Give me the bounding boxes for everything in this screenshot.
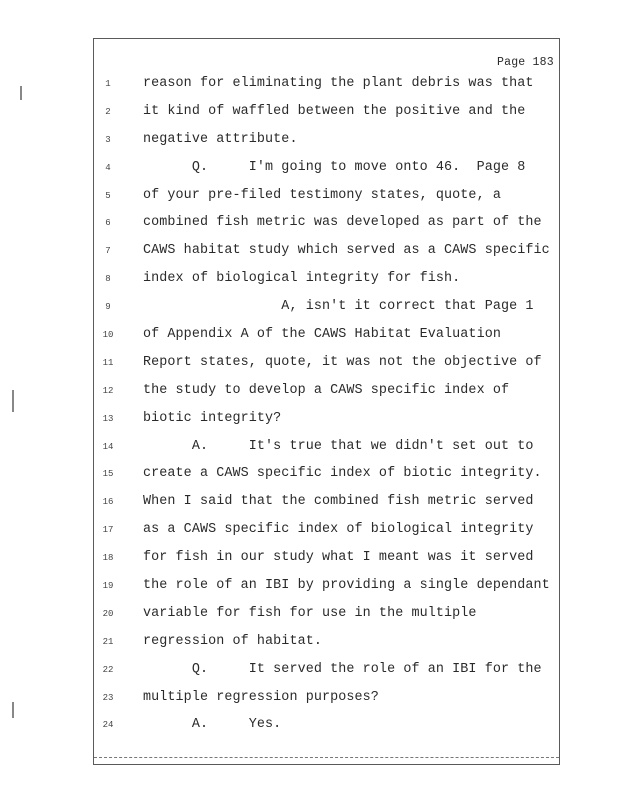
- transcript-line: [0, 660, 618, 688]
- line-number: 2: [105, 106, 111, 117]
- transcript-line: [0, 604, 618, 632]
- transcript-line: [0, 492, 618, 520]
- transcript-line: [0, 297, 618, 325]
- transcript-line: [0, 158, 618, 186]
- line-number: 24: [102, 720, 114, 731]
- transcript-line: [0, 269, 618, 297]
- line-number: 13: [102, 413, 114, 424]
- line-number: 17: [102, 525, 114, 536]
- transcript-line: [0, 548, 618, 576]
- line-number: 19: [102, 581, 114, 592]
- line-text: regression of habitat.: [143, 633, 322, 649]
- line-text: Report states, quote, it was not the objective of: [143, 354, 542, 370]
- line-number: 14: [102, 441, 114, 452]
- line-text: combined fish metric was developed as part of the: [143, 215, 542, 231]
- line-number: 4: [105, 162, 111, 173]
- transcript-line: [0, 520, 618, 548]
- line-number: 6: [105, 218, 111, 229]
- line-text: biotic integrity?: [143, 410, 282, 426]
- line-number: 15: [102, 469, 114, 480]
- line-number: 21: [102, 636, 114, 647]
- line-number: 10: [102, 330, 114, 341]
- transcript-line: [0, 325, 618, 353]
- line-text: negative attribute.: [143, 131, 298, 147]
- line-number: 20: [102, 608, 114, 619]
- line-number: 1: [105, 79, 111, 89]
- line-number: 22: [102, 664, 114, 675]
- line-text: the study to develop a CAWS specific index of: [143, 382, 510, 398]
- transcript-line: [0, 715, 618, 743]
- page-number: Page 183: [497, 56, 554, 69]
- transcript-line: [0, 74, 618, 102]
- line-number: 5: [105, 190, 111, 201]
- line-text: A, isn't it correct that Page 1: [143, 299, 534, 315]
- transcript-line: [0, 409, 618, 437]
- transcript-line: [0, 688, 618, 716]
- line-text: the role of an IBI by providing a single dependant: [143, 578, 550, 594]
- line-text: as a CAWS specific index of biological integrity: [143, 522, 534, 538]
- transcript-line: [0, 186, 618, 214]
- line-text: CAWS habitat study which served as a CAWS specific: [143, 243, 550, 259]
- line-number: 16: [102, 497, 114, 508]
- line-text: variable for fish for use in the multiple: [143, 605, 477, 621]
- line-text: Q. It served the role of an IBI for the: [143, 661, 542, 677]
- line-text: for fish in our study what I meant was it served: [143, 550, 534, 566]
- line-number: 18: [102, 553, 114, 564]
- transcript-line: [0, 632, 618, 660]
- line-text: of Appendix A of the CAWS Habitat Evaluation: [143, 327, 501, 343]
- line-text: When I said that the combined fish metric served: [143, 494, 534, 510]
- line-text: reason for eliminating the plant debris was that: [143, 76, 534, 91]
- transcript-line: [0, 464, 618, 492]
- line-number: 23: [102, 692, 114, 703]
- line-number: 3: [105, 134, 111, 145]
- line-text: A. It's true that we didn't set out to: [143, 438, 534, 454]
- line-number: 9: [105, 302, 111, 313]
- transcript-line: [0, 437, 618, 465]
- transcript-line: [0, 130, 618, 158]
- transcript-line: [0, 576, 618, 604]
- line-text: A. Yes.: [143, 717, 282, 733]
- line-number: 7: [105, 246, 111, 257]
- transcript-line: [0, 102, 618, 130]
- line-text: index of biological integrity for fish.: [143, 271, 461, 287]
- line-text: of your pre-filed testimony states, quote, a: [143, 187, 501, 203]
- line-number: 12: [102, 385, 114, 396]
- transcript-line: [0, 353, 618, 381]
- transcript-line: [0, 381, 618, 409]
- transcript-line: [0, 213, 618, 241]
- line-text: multiple regression purposes?: [143, 689, 379, 705]
- transcript-lines: [0, 74, 618, 743]
- line-number: 11: [102, 357, 114, 368]
- line-text: Q. I'm going to move onto 46. Page 8: [143, 159, 526, 175]
- line-text: create a CAWS specific index of biotic integrity.: [143, 466, 542, 482]
- line-text: it kind of waffled between the positive and the: [143, 103, 526, 119]
- transcript-line: [0, 241, 618, 269]
- line-number: 8: [105, 274, 111, 285]
